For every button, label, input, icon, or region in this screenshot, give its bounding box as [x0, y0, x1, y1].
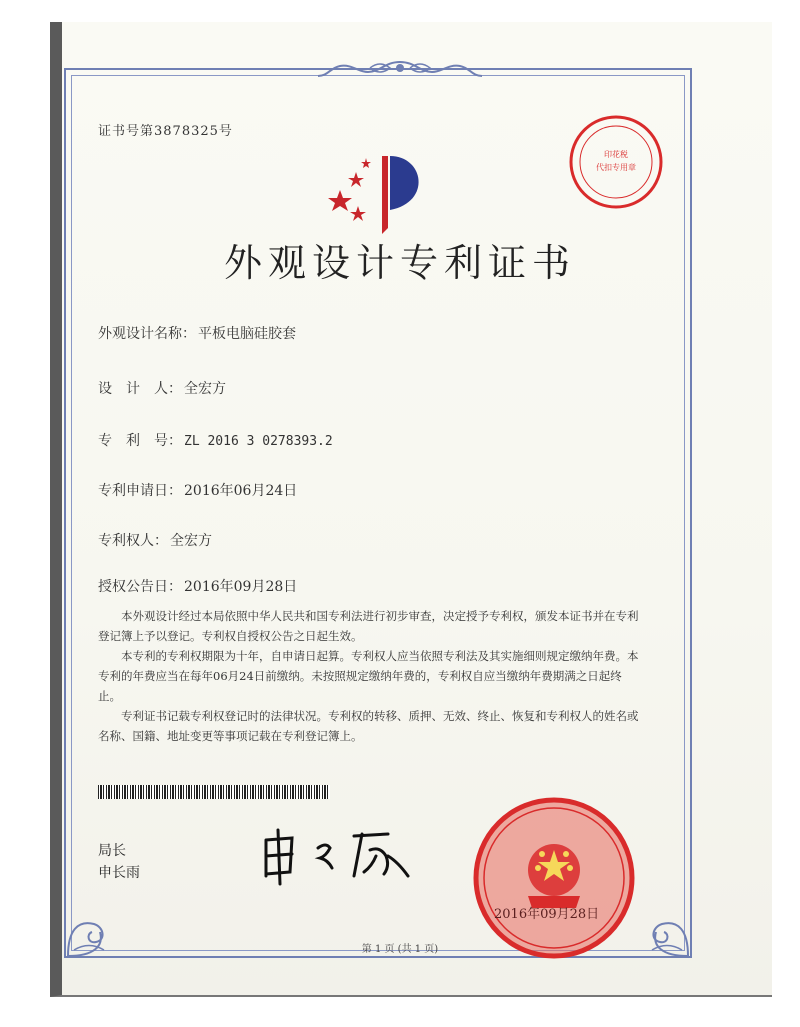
svg-text:印花税: 印花税: [604, 150, 628, 159]
application-date-value: 2016年06月24日: [184, 483, 298, 499]
application-date-field: [98, 480, 297, 500]
barcode: [98, 785, 330, 799]
design-name-value: 平板电脑硅胶套: [198, 326, 296, 342]
body-paragraph-2: 本专利的专利权期限为十年，自申请日起算。专利权人应当依照专利法及其实施细则规定缴纳年费。本专利的年费应当在每年06月24日前缴纳。未按照规定缴纳年费的，专利权自应当缴纳年费期满之日起终止。: [98, 649, 639, 703]
grant-date-field: [98, 576, 297, 596]
designer-value: 全宏方: [184, 381, 226, 397]
patent-number-field: [98, 430, 333, 450]
certificate-number: 证书号第3878325号: [98, 124, 233, 139]
designer-field: [98, 378, 226, 398]
tax-stamp-seal: [566, 112, 666, 212]
national-ip-administration-seal: [472, 796, 636, 960]
grant-date-value: 2016年09月28日: [184, 579, 298, 595]
director-signature: [258, 826, 428, 886]
certificate-body-text: [98, 606, 644, 746]
design-name-label: 外观设计名称：: [98, 326, 196, 342]
certificate-title: 外观设计专利证书: [223, 241, 576, 285]
page-footer: 第 1 页 (共 1 页): [361, 944, 439, 955]
top-ornament: [300, 58, 500, 82]
body-paragraph-3: 专利证书记载专利权登记时的法律状况。专利权的转移、质押、无效、终止、恢复和专利权人的姓名或名称、国籍、地址变更等事项记载在专利登记簿上。: [98, 709, 639, 743]
patent-number-value: ZL 2016 3 0278393.2: [184, 434, 333, 449]
designer-label: 设 计 人：: [98, 381, 182, 397]
grant-date-label: 授权公告日：: [98, 579, 182, 595]
patentee-value: 全宏方: [170, 533, 212, 549]
director-name: 申长雨: [98, 865, 140, 881]
body-paragraph-1: 本外观设计经过本局依照中华人民共和国专利法进行初步审查，决定授予专利权，颁发本证书并在专利登记簿上予以登记。专利权自授权公告之日起生效。: [98, 609, 639, 643]
seal-date: 2016年09月28日: [494, 907, 600, 922]
patentee-field: [98, 530, 212, 550]
director-title: 局长: [98, 843, 126, 859]
application-date-label: 专利申请日：: [98, 483, 182, 499]
patent-office-logo: [326, 148, 436, 238]
design-name-field: [98, 323, 296, 343]
patentee-label: 专利权人：: [98, 533, 168, 549]
patent-number-label: 专 利 号：: [98, 433, 182, 449]
svg-text:代扣专用章: 代扣专用章: [596, 163, 636, 172]
